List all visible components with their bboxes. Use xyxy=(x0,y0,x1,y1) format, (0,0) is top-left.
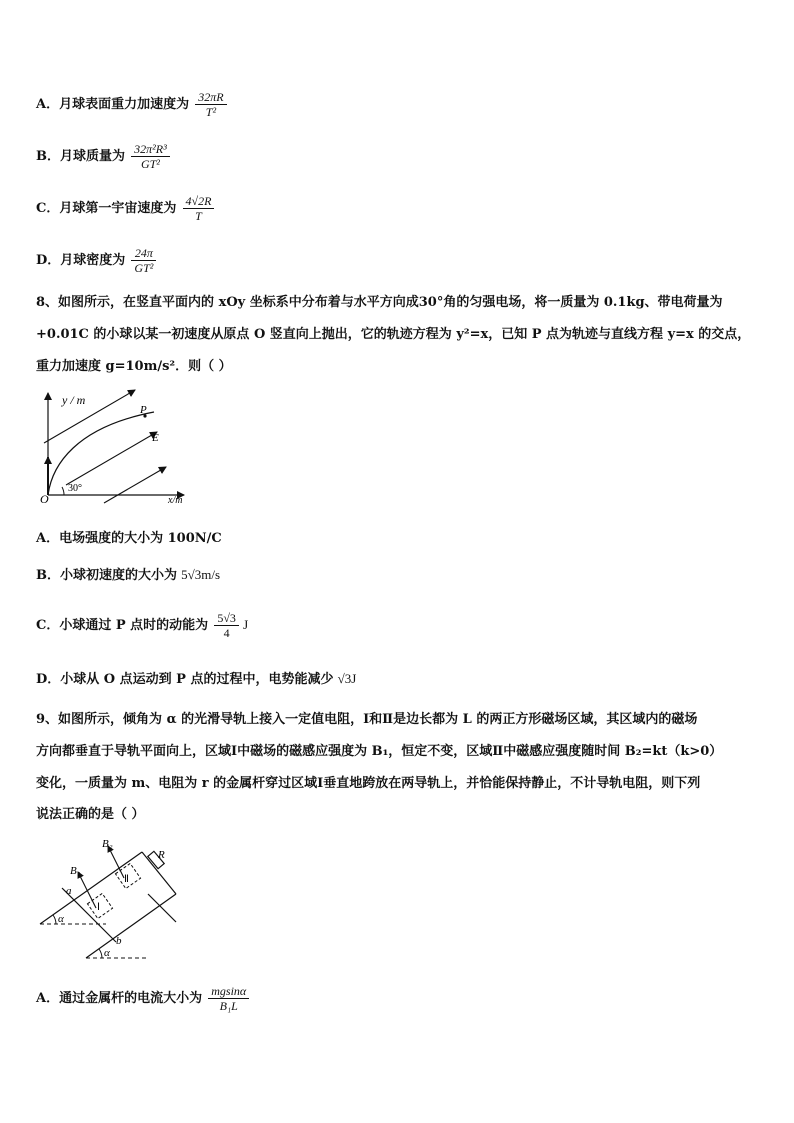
q8-origin-label: O xyxy=(40,492,49,506)
q8-x-axis-label: x/m xyxy=(168,495,183,506)
q9-angle-arc-1 xyxy=(53,915,56,924)
q8-option-a: A．电场强度的大小为 100N/C xyxy=(36,531,222,546)
q9-a-label: a xyxy=(66,885,72,897)
q7-option-b-fraction xyxy=(131,142,170,171)
q8-figure xyxy=(36,385,196,510)
q9-b1-label: B₁ xyxy=(70,865,81,877)
q9-b-label: b xyxy=(116,935,122,947)
q9-option-a-label: A．通过金属杆的电流大小为 xyxy=(36,991,203,1006)
q7-option-d-numerator: 24π xyxy=(131,246,156,261)
q9-rail-tail xyxy=(148,894,176,922)
q7-option-c xyxy=(36,194,214,223)
q9-angle-arc-2 xyxy=(99,949,102,958)
q9-region-2-label: Ⅱ xyxy=(124,874,129,885)
q7-option-c-numerator: 4√2R xyxy=(183,194,215,209)
q8-angle-label: 30° xyxy=(68,483,82,494)
q7-option-b xyxy=(36,142,170,171)
q9-b1-arrow xyxy=(78,872,96,908)
q7-option-c-denominator: T xyxy=(195,209,202,223)
q8-option-b xyxy=(36,567,220,584)
q8-stem-line-2: +0.01C 的小球以某一初速度从原点 O 竖直向上抛出，它的轨迹方程为 y²=x，已知 P 点为轨迹与直线方程 y=x 的交点， xyxy=(36,327,751,342)
q8-option-c-denominator: 4 xyxy=(223,626,230,640)
q7-option-d-label: D．月球密度为 xyxy=(36,253,126,268)
q7-option-d-denominator: GT² xyxy=(134,261,154,275)
q7-option-a-numerator: 32πR xyxy=(195,90,226,105)
q8-option-c-fraction xyxy=(214,611,239,640)
q8-option-b-label: B．小球初速度的大小为 xyxy=(36,568,177,583)
q7-option-b-denominator: GT² xyxy=(140,157,160,171)
q7-option-a-fraction xyxy=(195,90,226,119)
q8-option-c-unit: J xyxy=(243,617,249,632)
q9-alpha-label-2: α xyxy=(104,947,110,959)
q7-option-b-numerator: 32π²R³ xyxy=(131,142,170,157)
q9-stem-line-3: 变化，一质量为 m、电阻为 r 的金属杆穿过区域Ⅰ垂直地跨放在两导轨上，并恰能保持静止，不计导轨电阻，则下列 xyxy=(36,776,701,791)
q7-option-b-label: B．月球质量为 xyxy=(36,149,125,164)
q9-alpha-label-1: α xyxy=(58,913,64,925)
q8-option-b-value: 5√3m/s xyxy=(181,567,221,582)
q9-stem-line-1: 9、如图所示，倾角为 α 的光滑导轨上接入一定值电阻，Ⅰ和Ⅱ是边长都为 L 的两正方形磁场区域，其区域内的磁场 xyxy=(36,712,698,727)
q8-p-label: P xyxy=(140,404,147,416)
q9-option-a-denominator: B₁L xyxy=(219,999,238,1013)
q7-option-c-label: C．月球第一宇宙速度为 xyxy=(36,201,177,216)
q7-option-d xyxy=(36,246,156,275)
q8-e-label: E xyxy=(152,432,159,444)
q9-region-1-label: Ⅰ xyxy=(97,902,100,913)
q7-option-c-fraction xyxy=(183,194,215,223)
q8-stem-line-1: 8、如图所示，在竖直平面内的 xOy 坐标系中分布着与水平方向成30°角的匀强电场，将一质量为 0.1kg、带电荷量为 xyxy=(36,295,723,310)
q9-option-a xyxy=(36,984,249,1013)
q7-option-a xyxy=(36,90,227,119)
q9-option-a-fraction xyxy=(208,984,249,1013)
q9-b2-label: B₂ xyxy=(102,838,113,850)
q8-stem-line-3: 重力加速度 g=10m/s²．则（ ） xyxy=(36,359,232,374)
q8-angle-arc xyxy=(62,487,64,495)
q8-field-line-3 xyxy=(104,467,166,503)
q8-field-line-2 xyxy=(66,432,157,485)
q8-trajectory-curve xyxy=(48,412,154,495)
q9-option-a-numerator: mgsinα xyxy=(208,984,249,999)
q9-stem-line-4: 说法正确的是（ ） xyxy=(36,807,145,822)
q8-option-d-value: √3J xyxy=(337,671,357,686)
q7-option-a-label: A．月球表面重力加速度为 xyxy=(36,97,190,112)
q8-y-axis-label: y / m xyxy=(62,393,86,407)
q7-option-d-fraction xyxy=(131,246,156,275)
q8-option-c-numerator: 5√3 xyxy=(214,611,239,626)
q8-option-d-label: D．小球从 O 点运动到 P 点的过程中，电势能减少 xyxy=(36,672,334,687)
q8-option-d xyxy=(36,671,356,688)
q9-figure xyxy=(36,832,186,964)
q8-option-c-label: C．小球通过 P 点时的动能为 xyxy=(36,618,209,633)
q9-stem-line-2: 方向都垂直于导轨平面向上，区域Ⅰ中磁场的磁感应强度为 B₁，恒定不变，区域Ⅱ中磁感应强度随时间 B₂=kt（k>0） xyxy=(36,744,723,759)
q8-option-c xyxy=(36,611,248,640)
q7-option-a-denominator: T² xyxy=(205,105,217,119)
q9-r-label: R xyxy=(158,849,165,861)
